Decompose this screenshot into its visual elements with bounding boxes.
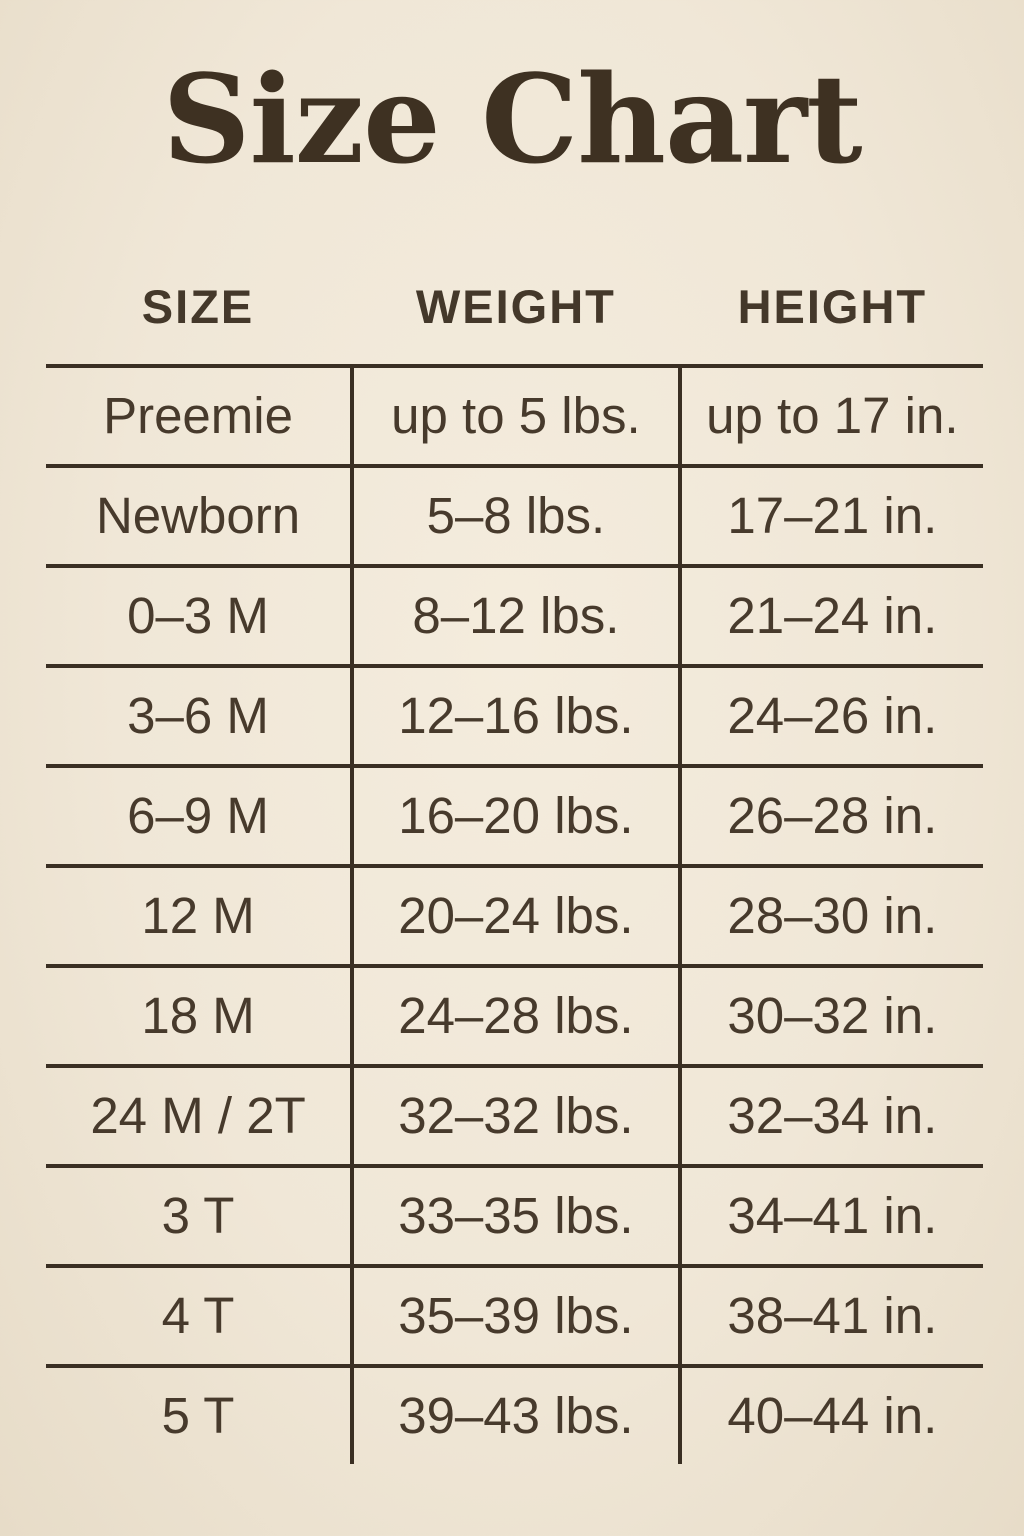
cell-weight: 24–28 lbs. (350, 968, 682, 1064)
cell-weight: 35–39 lbs. (350, 1268, 682, 1364)
cell-weight: 12–16 lbs. (350, 668, 682, 764)
size-chart-table (46, 192, 983, 1464)
table-row (46, 1364, 983, 1464)
cell-weight: up to 5 lbs. (350, 368, 682, 464)
cell-height: 40–44 in. (727, 1387, 938, 1445)
table-row (46, 764, 983, 864)
cell-height: 24–26 in. (727, 687, 938, 745)
cell-weight: 16–20 lbs. (350, 768, 682, 864)
cell-weight: 20–24 lbs. (350, 868, 682, 964)
page-title: Size Chart (162, 47, 862, 191)
column-header-height: HEIGHT (737, 279, 928, 333)
cell-height: 38–41 in. (727, 1287, 938, 1345)
cell-size: 6–9 M (127, 787, 269, 845)
column-header-weight: WEIGHT (415, 279, 616, 333)
cell-size: 5 T (161, 1387, 235, 1445)
cell-height: 21–24 in. (727, 587, 938, 645)
size-chart-page (0, 48, 1024, 1464)
cell-weight: 8–12 lbs. (350, 568, 682, 664)
cell-weight: 33–35 lbs. (350, 1168, 682, 1264)
cell-height: 34–41 in. (727, 1187, 938, 1245)
cell-size: 24 M / 2T (90, 1087, 306, 1145)
cell-size: 3–6 M (127, 687, 269, 745)
cell-size: Preemie (103, 387, 293, 445)
cell-height: 30–32 in. (727, 987, 938, 1045)
cell-height: 26–28 in. (727, 787, 938, 845)
cell-size: Newborn (95, 487, 301, 545)
table-row (46, 664, 983, 764)
cell-height: 32–34 in. (727, 1087, 938, 1145)
table-row (46, 564, 983, 664)
table-row (46, 864, 983, 964)
cell-weight: 32–32 lbs. (350, 1068, 682, 1164)
table-row (46, 1264, 983, 1364)
cell-size: 3 T (161, 1187, 235, 1245)
cell-weight: 39–43 lbs. (350, 1368, 682, 1464)
column-header-size: SIZE (141, 279, 255, 333)
cell-size: 18 M (141, 987, 255, 1045)
table-row (46, 1164, 983, 1264)
table-row (46, 1064, 983, 1164)
table-row (46, 964, 983, 1064)
cell-weight: 5–8 lbs. (350, 468, 682, 564)
table-header-row (46, 192, 983, 364)
cell-size: 0–3 M (127, 587, 269, 645)
cell-size: 4 T (161, 1287, 235, 1345)
table-row (46, 364, 983, 464)
cell-height: up to 17 in. (706, 387, 959, 445)
cell-height: 28–30 in. (727, 887, 938, 945)
table-row (46, 464, 983, 564)
table-body (46, 364, 983, 1464)
cell-height: 17–21 in. (727, 487, 938, 545)
cell-size: 12 M (141, 887, 255, 945)
